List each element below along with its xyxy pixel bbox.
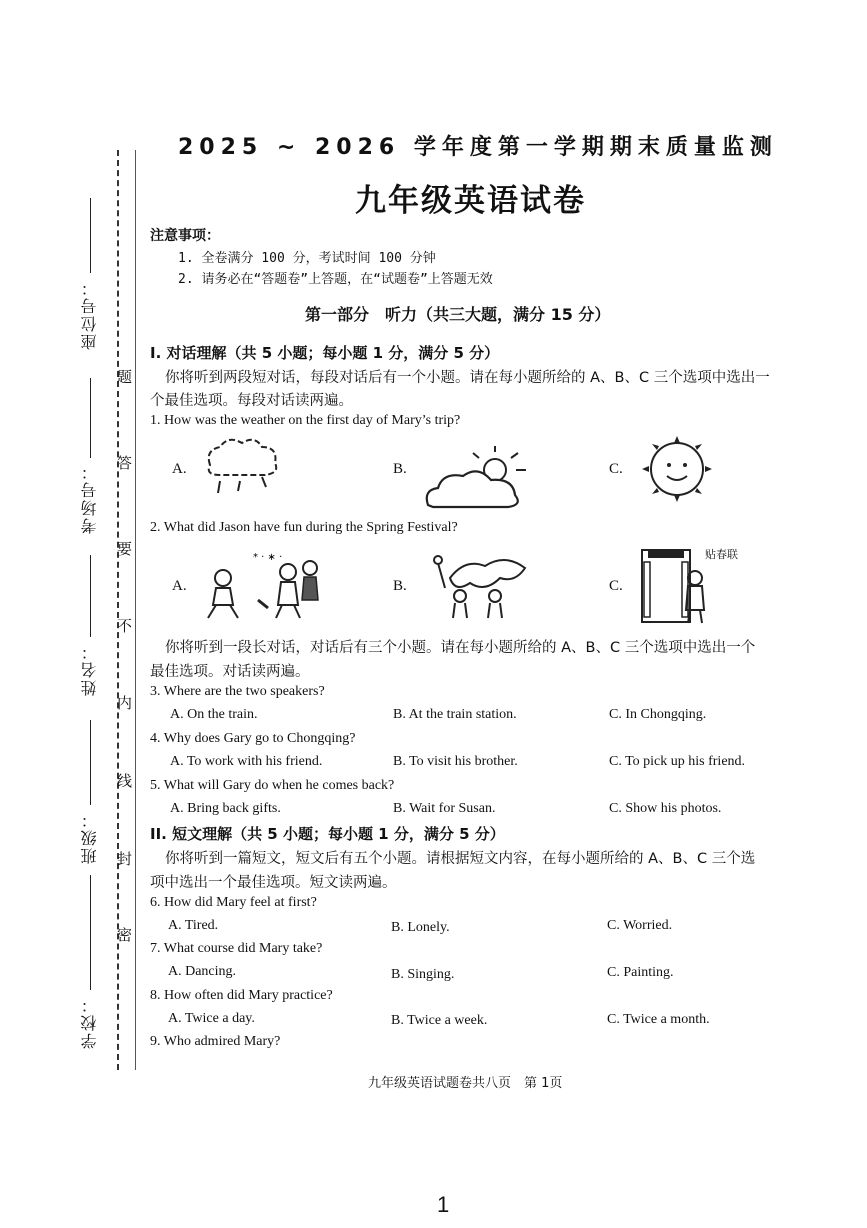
instruction-text: 个最佳选项。每段对话读两遍。 bbox=[150, 393, 353, 409]
option-letter: B. bbox=[393, 578, 407, 594]
instruction-text: 你将听到一篇短文，短文后有五个小题。请根据短文内容，在每小题所给的 A、B、C 三个选 bbox=[165, 851, 756, 867]
option-b[interactable]: B. Twice a week. bbox=[391, 1013, 488, 1028]
instruction-text: 项中选出一个最佳选项。短文读两遍。 bbox=[150, 875, 397, 891]
instruction-text: 你将听到两段短对话，每段对话后有一个小题。请在每小题所给的 A、B、C 三个选项中选出一 bbox=[165, 370, 770, 386]
sunny-icon[interactable] bbox=[638, 432, 716, 507]
option-c[interactable]: C. Twice a month. bbox=[607, 1012, 710, 1027]
section-heading: II. 短文理解（共 5 小题；每小题 1 分，满分 5 分） bbox=[150, 825, 505, 843]
page-footer: 九年级英语试题卷共八页 第 1页 bbox=[368, 1076, 563, 1091]
option-c[interactable]: C. To pick up his friend. bbox=[609, 754, 746, 769]
option-letter: A. bbox=[172, 461, 187, 477]
name-label: 姓名： bbox=[80, 642, 99, 696]
seal-char: 答 bbox=[117, 454, 133, 472]
option-letter: A. bbox=[172, 578, 187, 594]
door-couplets-icon[interactable] bbox=[640, 548, 710, 626]
question-1: 1. How was the weather on the first day of Mary’s trip? bbox=[150, 413, 461, 428]
seat-number-label: 座位号： bbox=[80, 278, 99, 350]
option-b[interactable]: B. Wait for Susan. bbox=[393, 801, 496, 816]
notice-item: 2. 请务必在“答题卷”上答题，在“试题卷”上答题无效 bbox=[178, 272, 493, 287]
seal-char: 封 bbox=[117, 850, 133, 868]
option-a[interactable]: A. To work with his friend. bbox=[170, 754, 323, 769]
part-heading: 第一部分 听力（共三大题，满分 15 分） bbox=[305, 305, 611, 324]
exam-room-label: 考场号： bbox=[80, 462, 99, 534]
option-a[interactable]: A. Bring back gifts. bbox=[170, 801, 281, 816]
option-a[interactable]: A. Tired. bbox=[168, 918, 219, 933]
binding-solid-line bbox=[135, 150, 136, 1070]
seal-char: 密 bbox=[117, 926, 133, 944]
cloudy-rain-icon[interactable] bbox=[200, 435, 285, 500]
option-c[interactable]: C. Painting. bbox=[607, 965, 674, 980]
instruction-text: 最佳选项。对话读两遍。 bbox=[150, 664, 310, 680]
option-a[interactable]: A. Dancing. bbox=[168, 964, 237, 979]
question-text: 6. How did Mary feel at first? bbox=[150, 895, 317, 910]
option-a[interactable]: A. Twice a day. bbox=[168, 1011, 255, 1026]
option-b[interactable]: B. Lonely. bbox=[391, 920, 450, 935]
couplet-label: 贴春联 bbox=[705, 548, 738, 561]
option-b[interactable]: B. To visit his brother. bbox=[393, 754, 518, 769]
firecrackers-scene-icon[interactable] bbox=[198, 550, 328, 622]
question-2: 2. What did Jason have fun during the Spring Festival? bbox=[150, 520, 458, 535]
question-text: 3. Where are the two speakers? bbox=[150, 684, 325, 699]
dragon-dance-icon[interactable] bbox=[430, 548, 530, 623]
notice-item: 1. 全卷满分 100 分，考试时间 100 分钟 bbox=[178, 251, 436, 266]
seal-char: 线 bbox=[117, 772, 133, 790]
notice-heading: 注意事项： bbox=[150, 228, 220, 244]
svg-text:* · ∗ ·: * · ∗ · bbox=[253, 552, 283, 563]
option-letter: B. bbox=[393, 461, 407, 477]
class-blank[interactable] bbox=[90, 720, 91, 805]
partly-cloudy-icon[interactable] bbox=[423, 450, 538, 510]
school-blank[interactable] bbox=[90, 875, 91, 990]
instruction-text: 你将听到一段长对话，对话后有三个小题。请在每小题所给的 A、B、C 三个选项中选出一个 bbox=[165, 640, 756, 656]
seat-number-blank[interactable] bbox=[90, 198, 91, 273]
question-text: 7. What course did Mary take? bbox=[150, 941, 323, 956]
option-b[interactable]: B. Singing. bbox=[391, 967, 455, 982]
option-b[interactable]: B. At the train station. bbox=[393, 707, 517, 722]
name-blank[interactable] bbox=[90, 555, 91, 637]
exam-room-blank[interactable] bbox=[90, 378, 91, 458]
section-heading: I. 对话理解（共 5 小题；每小题 1 分，满分 5 分） bbox=[150, 344, 500, 362]
question-text: 9. Who admired Mary? bbox=[150, 1034, 281, 1049]
option-letter: C. bbox=[609, 578, 623, 594]
seal-char: 不 bbox=[117, 617, 133, 635]
option-c[interactable]: C. Worried. bbox=[607, 918, 673, 933]
exam-title: 2025 ~ 2026 学年度第一学期期末质量监测 bbox=[178, 135, 778, 160]
seal-char: 要 bbox=[117, 540, 133, 558]
question-text: 8. How often did Mary practice? bbox=[150, 988, 333, 1003]
seal-char: 内 bbox=[117, 694, 133, 712]
school-label: 学校： bbox=[80, 995, 99, 1049]
option-letter: C. bbox=[609, 461, 623, 477]
page-number: 1 bbox=[437, 1192, 450, 1217]
option-c[interactable]: C. Show his photos. bbox=[609, 801, 722, 816]
question-text: 4. Why does Gary go to Chongqing? bbox=[150, 731, 356, 746]
exam-subtitle: 九年级英语试卷 bbox=[355, 183, 586, 219]
class-label: 班级： bbox=[80, 810, 99, 864]
option-c[interactable]: C. In Chongqing. bbox=[609, 707, 707, 722]
option-a[interactable]: A. On the train. bbox=[170, 707, 258, 722]
question-text: 5. What will Gary do when he comes back? bbox=[150, 778, 395, 793]
seal-char: 题 bbox=[117, 368, 133, 386]
